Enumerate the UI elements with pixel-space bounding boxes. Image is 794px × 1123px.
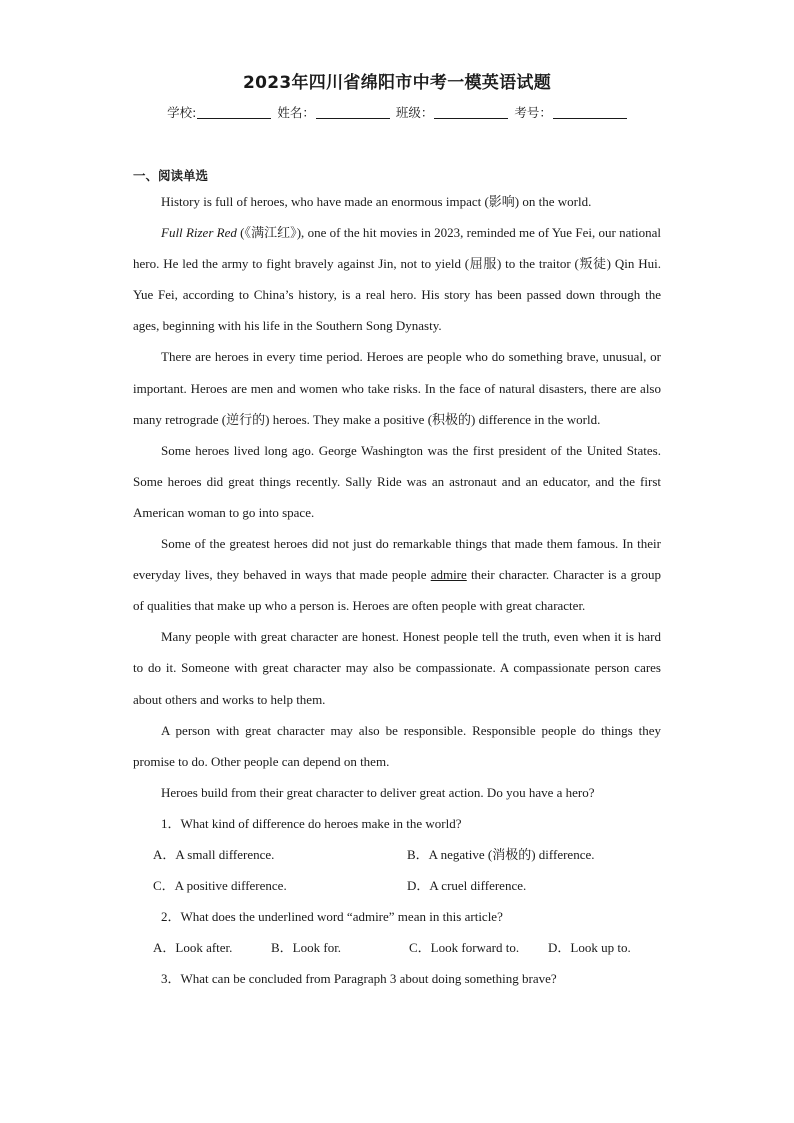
passage-paragraph-4: Some heroes lived long ago. George Washington was the first president of the United States. Some heroes did great things recently. Sally Ride was an astronaut and an educator, and the first American woman to go into space. bbox=[133, 442, 661, 520]
passage-paragraph-5 bbox=[133, 528, 661, 621]
question-2-option-d[interactable]: D．Look up to. bbox=[548, 940, 631, 956]
underlined-word: admire bbox=[430, 567, 467, 583]
passage-paragraph-5-after: their character. Character is a group of qualities that make up who a person is. Heroes are often people with great character. bbox=[133, 567, 661, 614]
question-2-stem: 2．What does the underlined word “admire” mean in this article? bbox=[161, 909, 503, 925]
question-2-options-row bbox=[153, 932, 661, 963]
question-2-option-a[interactable]: A．Look after. bbox=[153, 940, 233, 956]
question-2-option-b[interactable]: B．Look for. bbox=[271, 940, 342, 956]
passage-paragraph-2 bbox=[133, 217, 661, 341]
exam-number-label: 考号： bbox=[514, 105, 552, 120]
passage-paragraph-7: A person with great character may also be responsible. Responsible people do things they promise to do. Other people can depend on them. bbox=[133, 722, 661, 769]
exam-number-field bbox=[514, 103, 627, 121]
class-blank[interactable] bbox=[434, 106, 508, 119]
passage-paragraph-6: Many people with great character are honest. Honest people tell the truth, even when it is hard to do it. Someone with great character may also be compassionate. A compassionate person cares about others and works to help them. bbox=[133, 629, 661, 707]
section-heading: 一、阅读单选 bbox=[133, 168, 209, 183]
question-2-option-c[interactable]: C．Look forward to. bbox=[409, 940, 520, 956]
question-1-stem: 1．What kind of difference do heroes make in the world? bbox=[161, 815, 462, 831]
class-field bbox=[396, 103, 509, 121]
passage-paragraph-2-text: (《满江红》), one of the hit movies in 2023, reminded me of Yue Fei, our national hero. He led the army to fight bravely against Jin, not to yield (屈服) to the traitor (叛徒) Qin Hui. Yue Fei, according to China’s history, is a real hero. His story has been passed down through the ages, beginning with his life in the Southern Song Dynasty. bbox=[133, 225, 661, 334]
class-label: 班级： bbox=[395, 105, 434, 120]
school-blank[interactable] bbox=[197, 106, 271, 119]
name-label: 姓名： bbox=[277, 105, 315, 120]
school-label: 学校: bbox=[167, 105, 197, 120]
page-title: 2023年四川省绵阳市中考一模英语试题 bbox=[242, 73, 551, 93]
question-1-option-d[interactable]: D．A cruel difference. bbox=[407, 878, 527, 894]
exam-number-blank[interactable] bbox=[553, 106, 627, 119]
reading-passage bbox=[133, 186, 661, 994]
passage-paragraph-8: Heroes build from their great character to deliver great action. Do you have a hero? bbox=[161, 784, 595, 800]
school-field bbox=[167, 103, 271, 121]
student-info-line bbox=[0, 103, 794, 121]
passage-paragraph-1: History is full of heroes, who have made an enormous impact (影响) on the world. bbox=[161, 194, 592, 209]
question-1-options-row-2 bbox=[153, 870, 661, 901]
question-1-option-c[interactable]: C．A positive difference. bbox=[153, 878, 287, 894]
question-1-options-row-1 bbox=[153, 839, 661, 870]
name-blank[interactable] bbox=[316, 106, 390, 119]
movie-title: Full Rizer Red bbox=[161, 225, 237, 241]
question-1-option-b[interactable]: B．A negative (消极的) difference. bbox=[407, 846, 595, 862]
question-3-stem: 3．What can be concluded from Paragraph 3 about doing something brave? bbox=[161, 971, 557, 987]
passage-paragraph-5-before: Some of the greatest heroes did not just do remarkable things that made them famous. In their everyday lives, they behaved in ways that made people bbox=[133, 536, 661, 583]
name-field bbox=[277, 103, 390, 121]
passage-paragraph-3: There are heroes in every time period. Heroes are people who do something brave, unusual, or important. Heroes are men and women who take risks. In the face of natural disasters, there are also many retrograde (逆行的) heroes. They make a positive (积极的) difference in the world. bbox=[133, 349, 661, 427]
question-1-option-a[interactable]: A．A small difference. bbox=[153, 846, 275, 862]
